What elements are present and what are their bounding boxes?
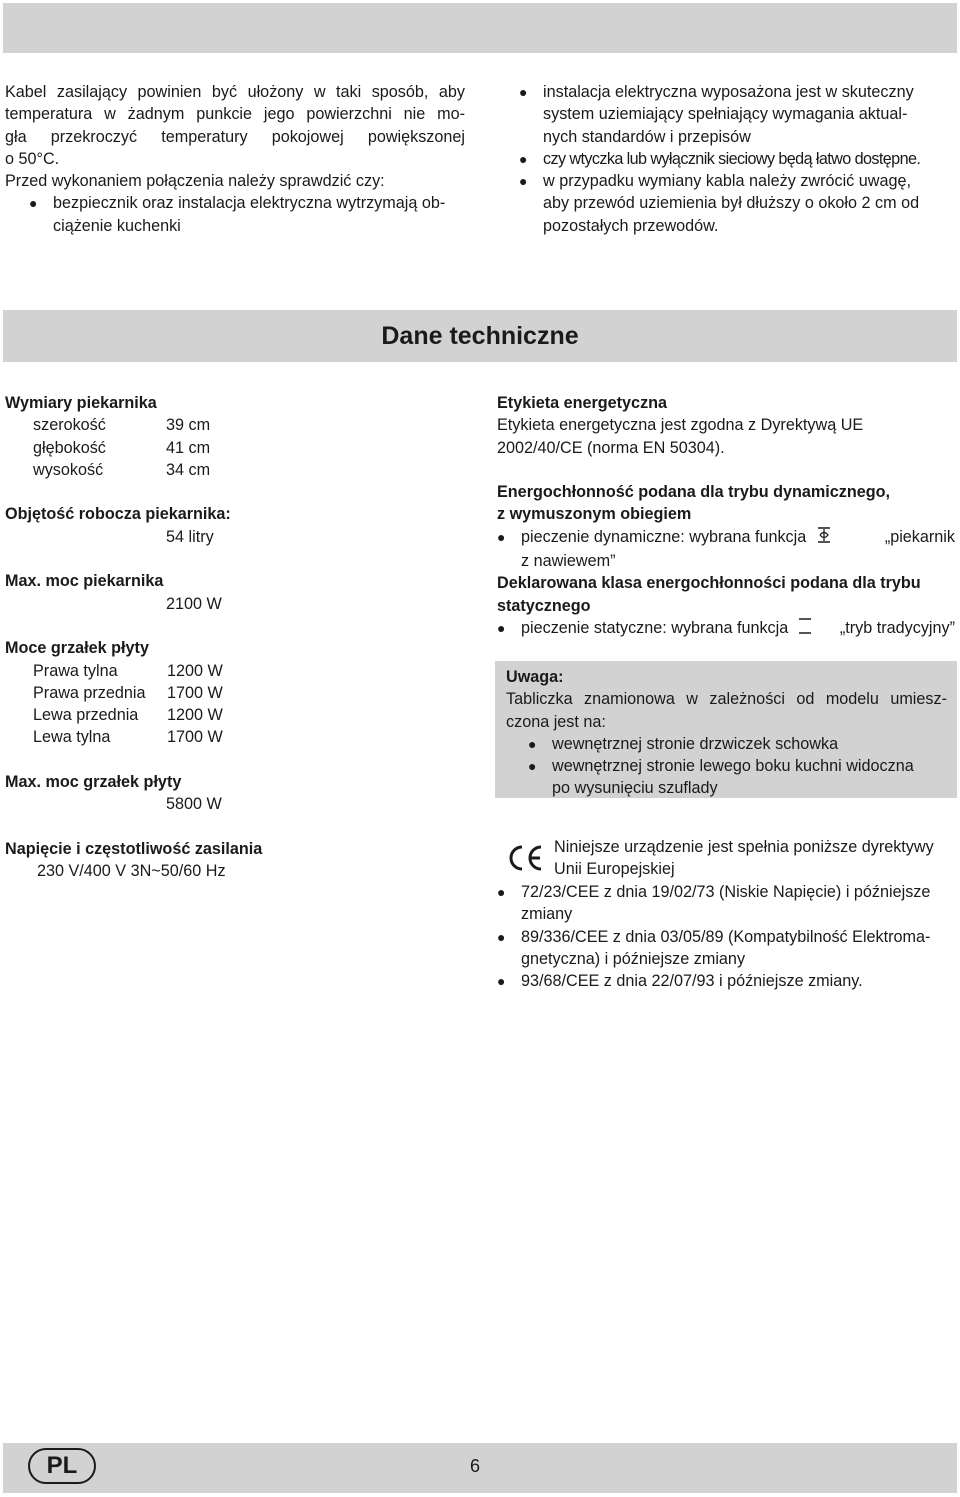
list-item: ● 89/336/CEE z dnia 03/05/89 (Kompatybilność Elektroma- gnetyczna) i późniejsze zmiany: [497, 926, 957, 971]
intro-line: o 50°C.: [5, 149, 60, 168]
hobs-title: Moce grzałek płyty: [5, 639, 149, 658]
list-item: ● czy wtyczka lub wyłącznik sieciowy będą łatwo dostępne.: [519, 148, 957, 170]
specs-right: [497, 392, 957, 641]
note-box: [495, 661, 957, 798]
maxhob-value: 5800 W: [166, 795, 222, 814]
dynamic-title: Energochłonność podana dla trybu dynamicznego, z wymuszonym obiegiem: [497, 483, 891, 524]
bullet-icon: ●: [29, 195, 38, 212]
page-number: 6: [470, 1456, 481, 1476]
list-item: ● wewnętrznej stronie lewego boku kuchni widoczna po wysunięciu szuflady: [506, 755, 947, 800]
bullet-icon: ●: [519, 173, 528, 190]
intro-left: [5, 81, 465, 237]
supply-title: Napięcie i częstotliwość zasilania: [5, 839, 263, 858]
list-item: ● 72/23/CEE z dnia 19/02/73 (Niskie Napięcie) i późniejsze zmiany: [497, 881, 957, 926]
maxoven-title: Max. moc piekarnika: [5, 572, 164, 591]
bullet-icon: ●: [528, 758, 537, 775]
intro-line: gła przekroczyć temperatury pokojowej powiększonej: [5, 127, 465, 146]
maxhob-title: Max. moc grzałek płyty: [5, 773, 182, 792]
specs-left: [5, 392, 475, 883]
spec-row: szerokość 39 cm: [33, 416, 211, 435]
bullet-icon: ●: [497, 619, 506, 636]
spec-row: Lewa tylna 1700 W: [33, 728, 223, 747]
header-bar: [3, 3, 957, 53]
static-title: Deklarowana klasa energochłonności podana dla trybu statycznego: [497, 574, 921, 615]
bullet-icon: ●: [528, 735, 537, 752]
volume-title: Objętość robocza piekarnika:: [5, 505, 231, 524]
bullet-icon: ●: [519, 84, 528, 100]
list-item: ● w przypadku wymiany kabla należy zwrócić uwagę, aby przewód uziemienia był dłuższy o około 2 cm od pozostałych przewodów.: [519, 170, 957, 237]
directives-list: [497, 881, 957, 992]
note-title: Uwaga:: [506, 668, 564, 686]
list-item: ● pieczenie statyczne: wybrana funkcja „tryb tradycyjny”: [497, 617, 957, 641]
maxoven-value: 2100 W: [166, 594, 222, 613]
bullet-icon: ●: [519, 150, 528, 167]
note-text: Tabliczka znamionowa w zależności od modelu umiesz- czona jest na:: [506, 690, 947, 731]
energy-text: Etykieta energetyczna jest zgodna z Dyrektywą UE 2002/40/CE (norma EN 50304).: [497, 416, 864, 457]
list-item: ● pieczenie dynamiczne: wybrana funkcja „piekarnik z nawiewem”: [497, 526, 957, 573]
list-item: ● instalacja elektryczna wyposażona jest w skuteczny system uziemiający spełniający wymagania aktual- nych standardów i przepisów: [519, 81, 957, 148]
bullet-icon: ●: [497, 973, 506, 990]
bullet-icon: ●: [497, 884, 506, 900]
section-title: Dane techniczne: [381, 321, 579, 350]
spec-row: Lewa przednia 1200 W: [33, 706, 223, 725]
spec-row: Prawa tylna 1200 W: [33, 661, 223, 680]
spec-row: Prawa przednia 1700 W: [33, 683, 223, 702]
intro-right: [519, 81, 957, 237]
spec-row: głębokość 41 cm: [33, 438, 211, 457]
language-badge: PL: [28, 1448, 96, 1484]
fan-oven-icon: [816, 526, 832, 550]
list-item: ● 93/68/CEE z dnia 22/07/93 i późniejsze zmiany.: [497, 970, 957, 992]
supply-value: 230 V/400 V 3N~50/60 Hz: [37, 862, 226, 881]
volume-value: 54 litry: [166, 527, 214, 546]
intro-line: Kabel zasilający powinien być ułożony w taki sposób, aby: [5, 83, 465, 101]
ce-text: Niniejsze urządzenie jest spełnia poniższe dyrektywy Unii Europejskiej: [554, 838, 934, 879]
dims-title: Wymiary piekarnika: [5, 394, 157, 412]
energy-title: Etykieta energetyczna: [497, 394, 668, 412]
section-banner: [3, 310, 957, 362]
ce-mark-icon: [505, 843, 545, 873]
bullet-icon: ●: [497, 928, 506, 945]
list-item: ● wewnętrznej stronie drzwiczek schowka: [506, 733, 947, 755]
bullet-icon: ●: [497, 528, 506, 545]
intro-check-text: Przed wykonaniem połączenia należy sprawdzić czy:: [5, 172, 385, 191]
static-oven-icon: [798, 617, 812, 641]
spec-row: wysokość 34 cm: [33, 460, 211, 479]
list-item: ● bezpiecznik oraz instalacja elektryczna wytrzymają ob- ciążenie kuchenki: [5, 192, 465, 237]
intro-line: temperatura w żadnym punkcie jego powierzchni nie mo-: [5, 105, 465, 124]
